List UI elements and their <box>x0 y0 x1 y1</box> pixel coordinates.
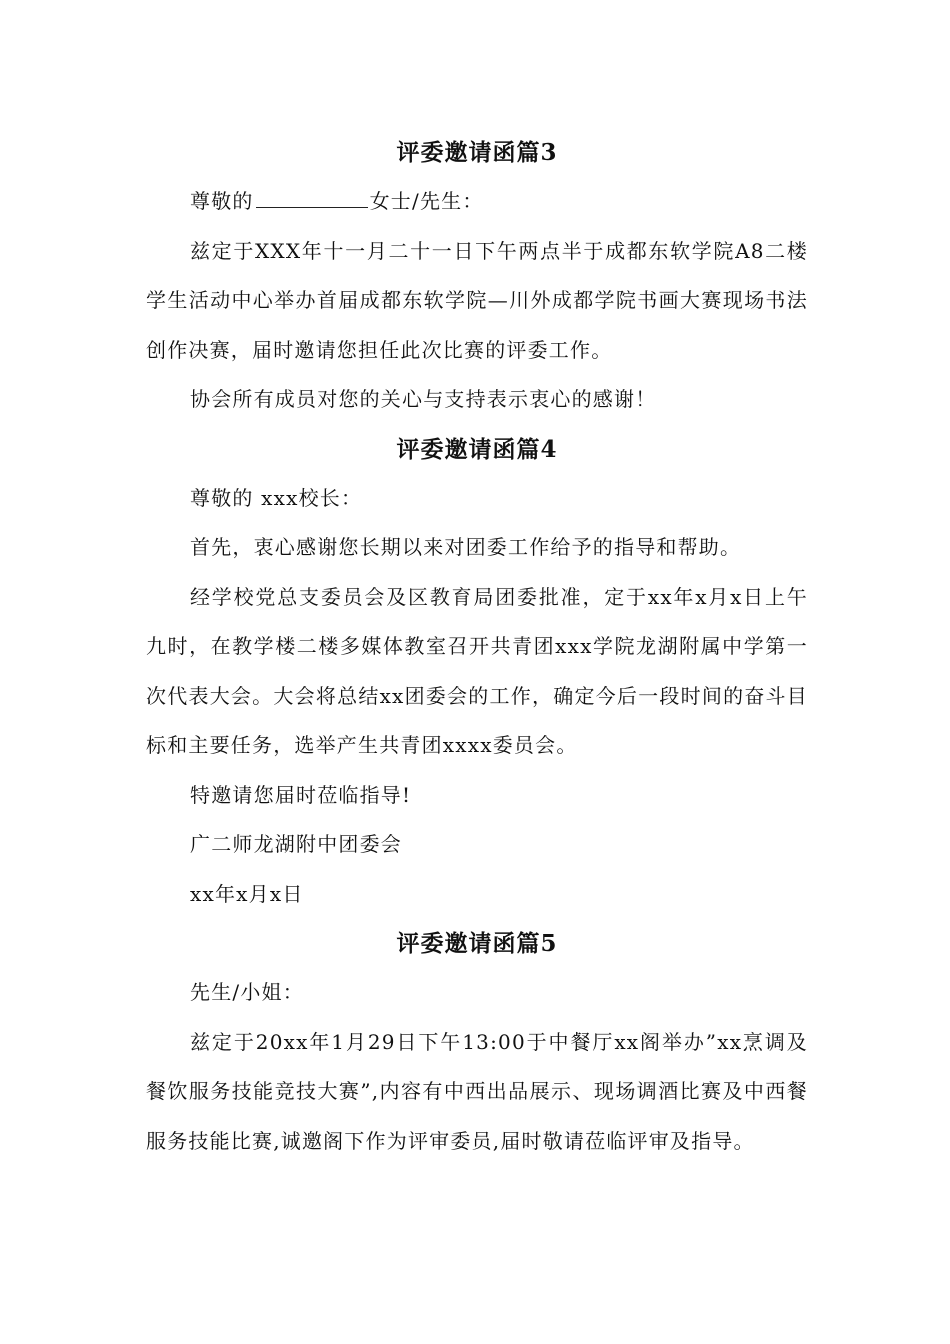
greeting-3 <box>146 177 808 227</box>
section-title-5: 评委邀请函篇5 <box>396 930 558 957</box>
paragraph-4-2: 经学校党总支委员会及区教育局团委批准，定于xx年x月x日上午九时，在教学楼二楼多媒体教室召开共青团xxx学院龙湖附属中学第一次代表大会。大会将总结xx团委会的工作，确定今后一段时间的奋斗目标和主要任务，选举产生共青团xxxx委员会。 <box>146 584 808 757</box>
paragraph-3-2: 协会所有成员对您的关心与支持表示衷心的感谢！ <box>190 387 657 411</box>
paragraph-3-1: 兹定于XXX年十一月二十一日下午两点半于成都东软学院A8二楼学生活动中心举办首届成都东软学院—川外成都学院书画大赛现场书法创作决赛，届时邀请您担任此次比赛的评委工作。 <box>146 238 808 362</box>
name-blank-line <box>256 187 368 208</box>
signature-4: 广二师龙湖附中团委会 <box>190 832 402 856</box>
paragraph-4-1: 首先，衷心感谢您长期以来对团委工作给予的指导和帮助。 <box>190 535 742 559</box>
greeting-4: 尊敬的 xxx校长： <box>190 485 363 510</box>
greeting-suffix: 女士/先生： <box>369 189 484 213</box>
greeting-5: 先生/小姐： <box>190 980 304 1004</box>
greeting-prefix: 尊敬的 <box>190 189 254 213</box>
date-4: xx年x月x日 <box>190 881 304 906</box>
section-title-4: 评委邀请函篇4 <box>396 435 558 463</box>
document-body <box>146 128 808 1166</box>
paragraph-4-3: 特邀请您届时莅临指导! <box>190 782 412 807</box>
paragraph-5-1: 兹定于20xx年1月29日下午13:00于中餐厅xx阁举办”xx烹调及餐饮服务技能竞技大赛”,内容有中西出品展示、现场调酒比赛及中西餐服务技能比赛,诚邀阁下作为评审委员,届时敬请莅临评审及指导。 <box>146 1029 808 1153</box>
section-title-3: 评委邀请函篇3 <box>396 139 558 166</box>
